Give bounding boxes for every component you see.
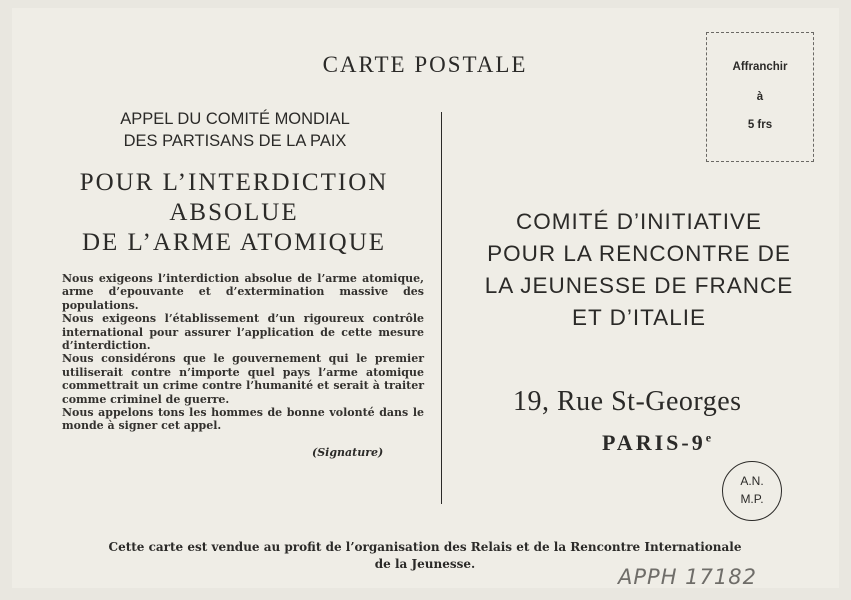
recipient-name <box>450 206 828 334</box>
footer-line: Cette carte est vendue au profit de l’organisation des Relais et de la Rencontre Internationale <box>108 540 742 554</box>
stamp-line-price: 5 frs <box>747 119 773 131</box>
recipient-street: 19, Rue St-Georges <box>513 386 742 417</box>
stamp-line-affranchir: Affranchir <box>732 61 788 73</box>
archive-reference: APPH 17182 <box>618 565 757 589</box>
headline-line: DE L’ARME ATOMIQUE <box>81 229 387 256</box>
appeal-paragraph: Nous appelons tons les hommes de bonne volonté dans le monde à signer cet appel. <box>62 406 424 433</box>
archive-stamp <box>722 461 782 521</box>
headline-line: ABSOLUE <box>169 199 299 226</box>
appeal-issuer-line: APPEL DU COMITÉ MONDIAL <box>120 110 350 128</box>
recipient-line: ET D’ITALIE <box>572 305 706 330</box>
footer-line: de la Jeunesse. <box>374 557 476 571</box>
card-title: CARTE POSTALE <box>322 52 528 77</box>
city-suffix: e <box>705 430 712 445</box>
archive-stamp-line: M.P. <box>740 492 764 506</box>
appeal-headline <box>24 168 444 258</box>
appeal-paragraph: Nous exigeons l’interdiction absolue de l’arme atomique, arme d’epouvante et d’extermination massive des populations. <box>62 272 424 312</box>
archive-stamp-line: A.N. <box>740 474 764 488</box>
stamp-line-a: à <box>756 91 764 103</box>
appeal-text <box>62 272 424 433</box>
recipient-city <box>602 430 802 456</box>
appeal-paragraph: Nous exigeons l’établissement d’un rigoureux contrôle international pour assurer l’application de cette mesure d’interdiction. <box>62 312 424 353</box>
headline-line: POUR L’INTERDICTION <box>79 169 389 196</box>
appeal-paragraph: Nous considérons que le gouvernement qui le premier utiliserait contre n’importe quel pays l’arme atomique commettrait un crime contre l’humanité et serait à traiter comme criminel de guerre. <box>62 352 424 406</box>
appeal-issuer-line: DES PARTISANS DE LA PAIX <box>123 132 347 150</box>
city-name: PARIS-9 <box>602 430 706 455</box>
appeal-issuer <box>40 108 430 152</box>
recipient-line: LA JEUNESSE DE FRANCE <box>484 273 794 298</box>
stamp-box <box>706 32 814 162</box>
signature-label: (Signature) <box>312 446 384 459</box>
recipient-line: POUR LA RENCONTRE DE <box>487 241 791 266</box>
recipient-line: COMITÉ D’INITIATIVE <box>515 209 763 234</box>
